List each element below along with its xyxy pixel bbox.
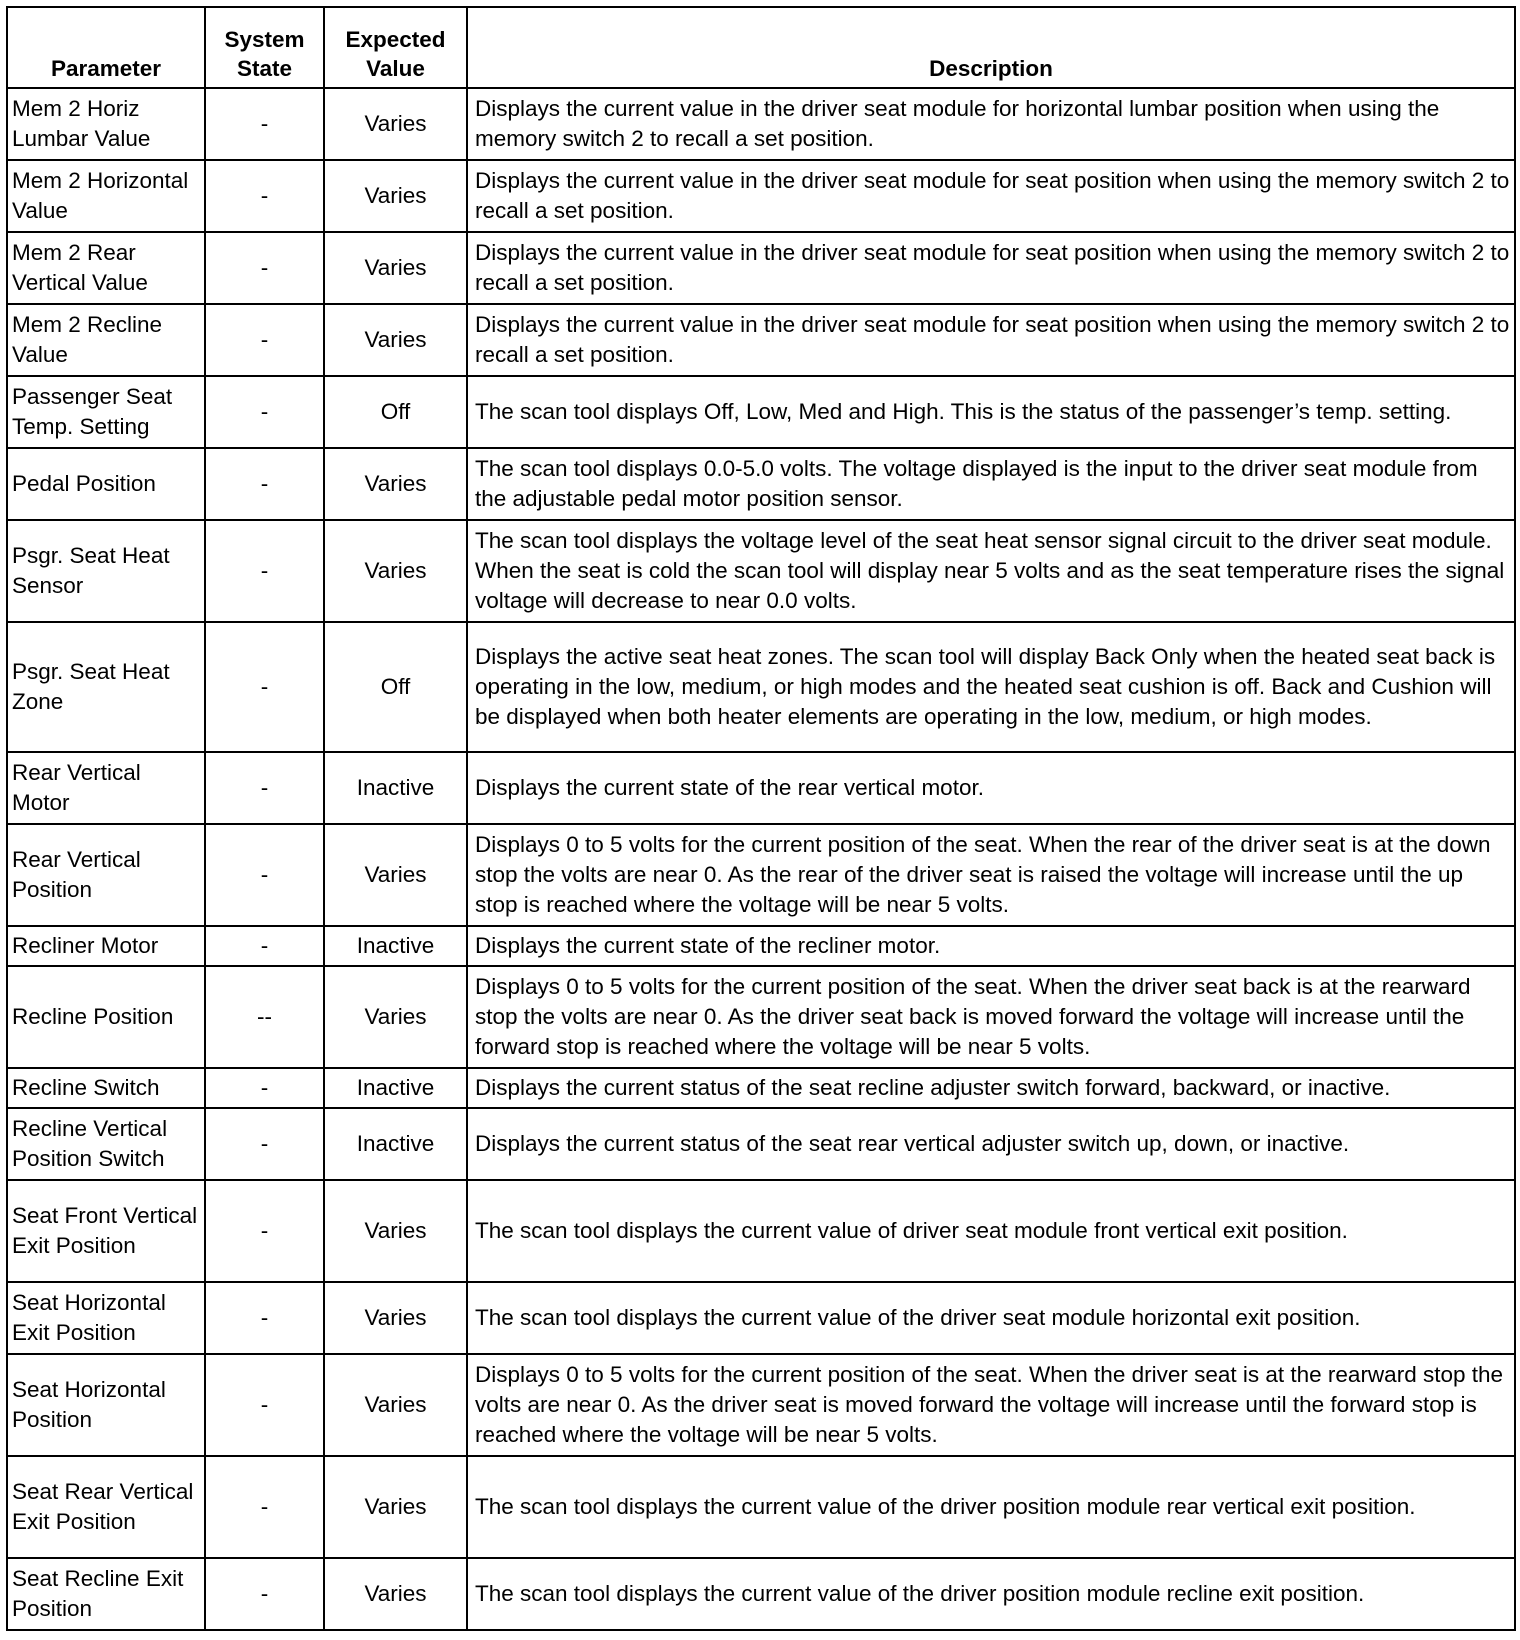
cell-system-state: - <box>205 1108 324 1180</box>
cell-description: The scan tool displays the current value of the driver position module rear vertical exit position. <box>467 1456 1515 1558</box>
table-row <box>7 1180 1515 1282</box>
cell-system-state: - <box>205 160 324 232</box>
cell-description: Displays the current status of the seat recline adjuster switch forward, backward, or inactive. <box>467 1068 1515 1108</box>
table-row <box>7 448 1515 520</box>
table-row <box>7 304 1515 376</box>
cell-parameter: Mem 2 Recline Value <box>7 304 205 376</box>
cell-system-state: - <box>205 448 324 520</box>
cell-description: The scan tool displays Off, Low, Med and High. This is the status of the passenger’s temp. setting. <box>467 376 1515 448</box>
cell-system-state: - <box>205 926 324 966</box>
cell-parameter: Mem 2 Horizontal Value <box>7 160 205 232</box>
table-row <box>7 1456 1515 1558</box>
cell-description: Displays 0 to 5 volts for the current position of the seat. When the rear of the driver seat is at the down stop the volts are near 0. As the rear of the driver seat is raised the voltage will increase until the up stop is reached where the voltage will be near 5 volts. <box>467 824 1515 926</box>
cell-description: The scan tool displays the current value of the driver seat module horizontal exit position. <box>467 1282 1515 1354</box>
cell-parameter: Recliner Motor <box>7 926 205 966</box>
cell-parameter: Mem 2 Horiz Lumbar Value <box>7 88 205 160</box>
cell-system-state: - <box>205 520 324 622</box>
cell-expected-value: Varies <box>324 1354 467 1456</box>
cell-system-state: - <box>205 622 324 752</box>
cell-parameter: Recline Switch <box>7 1068 205 1108</box>
cell-expected-value: Varies <box>324 1282 467 1354</box>
cell-system-state: - <box>205 1068 324 1108</box>
cell-parameter: Seat Front Vertical Exit Position <box>7 1180 205 1282</box>
cell-description: The scan tool displays the current value of driver seat module front vertical exit position. <box>467 1180 1515 1282</box>
header-description: Description <box>467 7 1515 88</box>
cell-system-state: - <box>205 1180 324 1282</box>
table-row <box>7 824 1515 926</box>
cell-expected-value: Off <box>324 376 467 448</box>
header-parameter: Parameter <box>7 7 205 88</box>
table-row <box>7 1282 1515 1354</box>
cell-parameter: Passenger Seat Temp. Setting <box>7 376 205 448</box>
cell-system-state: - <box>205 1456 324 1558</box>
cell-description: Displays the current value in the driver seat module for seat position when using the memory switch 2 to recall a set position. <box>467 160 1515 232</box>
cell-parameter: Rear Vertical Motor <box>7 752 205 824</box>
cell-parameter: Mem 2 Rear Vertical Value <box>7 232 205 304</box>
cell-expected-value: Inactive <box>324 1068 467 1108</box>
cell-parameter: Psgr. Seat Heat Zone <box>7 622 205 752</box>
cell-parameter: Seat Rear Vertical Exit Position <box>7 1456 205 1558</box>
cell-expected-value: Off <box>324 622 467 752</box>
cell-system-state: - <box>205 376 324 448</box>
cell-system-state: -- <box>205 966 324 1068</box>
cell-parameter: Recline Position <box>7 966 205 1068</box>
cell-expected-value: Inactive <box>324 1108 467 1180</box>
cell-description: Displays the current value in the driver seat module for seat position when using the memory switch 2 to recall a set position. <box>467 304 1515 376</box>
cell-expected-value: Varies <box>324 1180 467 1282</box>
cell-system-state: - <box>205 1282 324 1354</box>
cell-parameter: Seat Horizontal Exit Position <box>7 1282 205 1354</box>
cell-expected-value: Varies <box>324 1456 467 1558</box>
table-body <box>7 88 1515 1630</box>
cell-parameter: Pedal Position <box>7 448 205 520</box>
table-row <box>7 376 1515 448</box>
cell-expected-value: Inactive <box>324 926 467 966</box>
table-row <box>7 160 1515 232</box>
cell-parameter: Rear Vertical Position <box>7 824 205 926</box>
cell-description: The scan tool displays the current value of the driver position module recline exit position. <box>467 1558 1515 1630</box>
cell-system-state: - <box>205 232 324 304</box>
cell-expected-value: Varies <box>324 966 467 1068</box>
table-row <box>7 1108 1515 1180</box>
cell-system-state: - <box>205 752 324 824</box>
cell-parameter: Psgr. Seat Heat Sensor <box>7 520 205 622</box>
cell-expected-value: Varies <box>324 1558 467 1630</box>
cell-description: Displays 0 to 5 volts for the current position of the seat. When the driver seat is at the rearward stop the volts are near 0. As the driver seat is moved forward the voltage will increase until the forward stop is reached where the voltage will be near 5 volts. <box>467 1354 1515 1456</box>
cell-expected-value: Varies <box>324 88 467 160</box>
cell-system-state: - <box>205 88 324 160</box>
cell-system-state: - <box>205 1354 324 1456</box>
cell-expected-value: Varies <box>324 824 467 926</box>
table-row <box>7 1068 1515 1108</box>
table-header-row <box>7 7 1515 88</box>
cell-expected-value: Varies <box>324 304 467 376</box>
table-row <box>7 1558 1515 1630</box>
cell-description: Displays the current state of the rear vertical motor. <box>467 752 1515 824</box>
cell-description: The scan tool displays the voltage level of the seat heat sensor signal circuit to the driver seat module. When the seat is cold the scan tool will display near 5 volts and as the seat temperature rises the signal voltage will decrease to near 0.0 volts. <box>467 520 1515 622</box>
cell-parameter: Seat Recline Exit Position <box>7 1558 205 1630</box>
table-row <box>7 1354 1515 1456</box>
header-system-state: System State <box>205 7 324 88</box>
table-row <box>7 622 1515 752</box>
cell-parameter: Recline Vertical Position Switch <box>7 1108 205 1180</box>
cell-system-state: - <box>205 1558 324 1630</box>
table-row <box>7 926 1515 966</box>
header-expected-value: Expected Value <box>324 7 467 88</box>
cell-description: Displays the current state of the recliner motor. <box>467 926 1515 966</box>
table-row <box>7 966 1515 1068</box>
table-row <box>7 752 1515 824</box>
scan-data-table <box>6 6 1516 1631</box>
table-row <box>7 232 1515 304</box>
scan-data-sheet <box>6 6 1516 1631</box>
cell-expected-value: Varies <box>324 160 467 232</box>
cell-system-state: - <box>205 304 324 376</box>
cell-expected-value: Varies <box>324 232 467 304</box>
cell-description: Displays the active seat heat zones. The scan tool will display Back Only when the heated seat back is operating in the low, medium, or high modes and the heated seat cushion is off. Back and Cushion will be displayed when both heater elements are operating in the low, medium, or high modes. <box>467 622 1515 752</box>
cell-system-state: - <box>205 824 324 926</box>
cell-description: Displays the current value in the driver seat module for seat position when using the memory switch 2 to recall a set position. <box>467 232 1515 304</box>
cell-expected-value: Varies <box>324 448 467 520</box>
cell-expected-value: Varies <box>324 520 467 622</box>
cell-description: Displays the current status of the seat rear vertical adjuster switch up, down, or inactive. <box>467 1108 1515 1180</box>
cell-description: Displays the current value in the driver seat module for horizontal lumbar position when using the memory switch 2 to recall a set position. <box>467 88 1515 160</box>
table-row <box>7 88 1515 160</box>
cell-description: The scan tool displays 0.0-5.0 volts. The voltage displayed is the input to the driver seat module from the adjustable pedal motor position sensor. <box>467 448 1515 520</box>
table-row <box>7 520 1515 622</box>
cell-description: Displays 0 to 5 volts for the current position of the seat. When the driver seat back is at the rearward stop the volts are near 0. As the driver seat back is moved forward the voltage will increase until the forward stop is reached where the voltage will be near 5 volts. <box>467 966 1515 1068</box>
cell-parameter: Seat Horizontal Position <box>7 1354 205 1456</box>
cell-expected-value: Inactive <box>324 752 467 824</box>
